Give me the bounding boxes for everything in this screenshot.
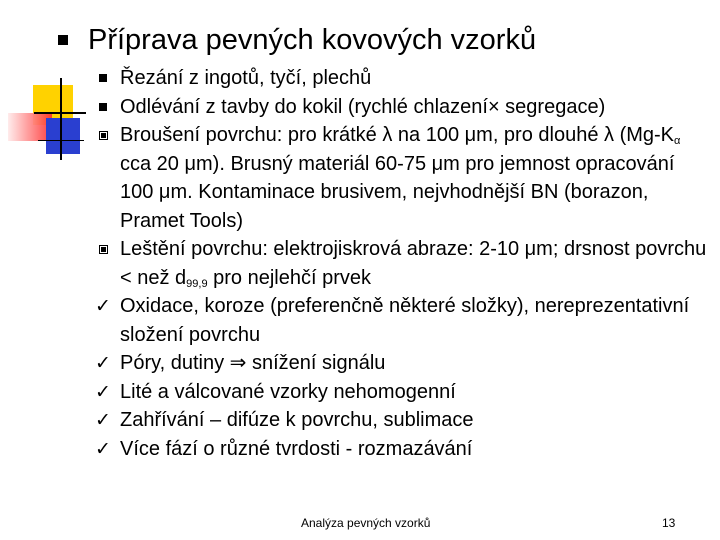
list-item xyxy=(90,378,710,407)
list-item xyxy=(90,121,710,235)
item-text: Zahřívání – difúze k povrchu, sublimace xyxy=(120,409,474,431)
item-text: Lité a válcované vzorky nehomogenní xyxy=(120,380,456,403)
item-text-b: pro nejlehčí prvek xyxy=(207,266,372,289)
item-subscript: 99,9 xyxy=(186,277,208,290)
page-number: 13 xyxy=(662,516,676,530)
item-text: Řezání z ingotů, tyčí, plechů xyxy=(120,67,372,89)
framed-square-bullet-icon xyxy=(90,121,116,149)
checkmark-icon: ✓ xyxy=(95,380,111,403)
checkmark-icon: ✓ xyxy=(95,409,111,431)
item-text-b: cca 20 μm). Brusný materiál 60-75 μm pro jemnost opracování 100 μm. Kontaminace brusivem, nejvhodnější BN (borazon, Pramet Tools) xyxy=(120,152,675,232)
checkmark-icon: ✓ xyxy=(95,352,111,374)
checkmark-icon: ✓ xyxy=(95,295,111,317)
list-item xyxy=(90,93,710,122)
decor-horizontal-line xyxy=(34,112,86,114)
list-item xyxy=(90,435,710,464)
item-text: Oxidace, koroze (preferenčně některé složky), nereprezentativní složení povrchu xyxy=(120,295,690,346)
list-item xyxy=(90,64,710,93)
item-text-a: Broušení povrchu: pro krátké λ na 100 μm, pro dlouhé λ (Mg-K xyxy=(120,124,675,146)
item-subscript: α xyxy=(674,135,681,147)
list-item xyxy=(90,292,710,349)
item-text: Více fází o různé tvrdosti - rozmazávání xyxy=(120,437,473,460)
decor-horizontal-line-2 xyxy=(38,140,84,141)
list-item xyxy=(90,349,710,378)
list-item xyxy=(90,235,710,292)
square-bullet-icon xyxy=(90,64,116,92)
title-bullet-icon xyxy=(58,35,68,45)
checkmark-icon: ✓ xyxy=(95,437,111,460)
decor-blue-square xyxy=(46,118,80,154)
bullet-list xyxy=(90,64,710,463)
slide-title: Příprava pevných kovových vzorků xyxy=(88,24,537,56)
square-bullet-icon xyxy=(90,93,116,121)
item-text-a: Leštění povrchu: elektrojiskrová abraze: 2-10 μm; drsnost povrchu < než d xyxy=(120,238,707,289)
decor-vertical-line xyxy=(60,78,62,160)
title-row xyxy=(58,22,536,58)
item-text: Póry, dutiny ⇒ snížení signálu xyxy=(120,352,386,374)
footer-text: Analýza pevných vzorků xyxy=(301,516,431,530)
item-text: Odlévání z tavby do kokil (rychlé chlazení× segregace) xyxy=(120,95,606,118)
list-item xyxy=(90,406,710,435)
framed-square-bullet-icon xyxy=(90,235,116,263)
